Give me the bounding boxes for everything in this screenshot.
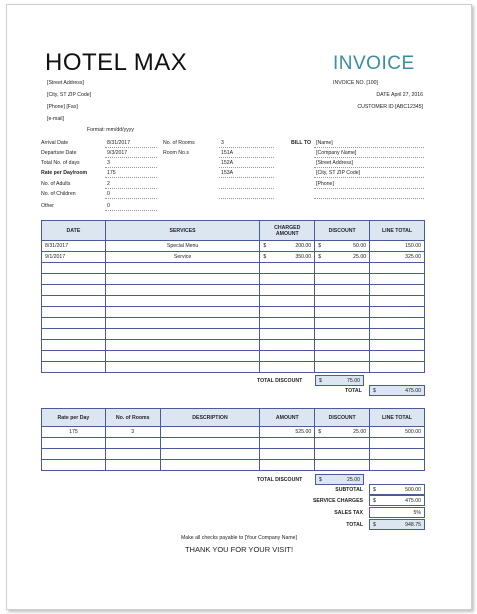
currency-symbol: $ (263, 254, 267, 260)
table-row (42, 252, 425, 263)
row-service[interactable]: Special Menu (105, 241, 259, 252)
bill-to-name[interactable]: [Name] (316, 140, 333, 146)
row-description[interactable] (160, 427, 260, 438)
room-number-3[interactable]: 153A (221, 170, 234, 176)
rooms-table (41, 408, 425, 471)
table-row (42, 329, 425, 340)
invoice-title: INVOICE (333, 53, 415, 74)
row-rooms[interactable]: 3 (105, 427, 160, 438)
thank-you-message: THANK YOU FOR YOUR VISIT! (184, 545, 294, 554)
rooms-value[interactable]: 3 (221, 140, 224, 146)
company-city: [City, ST ZIP Code] (47, 92, 92, 98)
col-description: DESCRIPTION (160, 409, 260, 427)
col-discount: DISCOUNT (315, 409, 370, 427)
table-row (42, 427, 425, 438)
table-row (42, 438, 425, 449)
arrival-value[interactable]: 8/31/2017 (107, 140, 131, 146)
table-row (42, 263, 425, 274)
service-charges-label: SERVICE CHARGES (312, 498, 363, 504)
services-table (41, 220, 425, 373)
col-services: SERVICES (105, 221, 259, 241)
other-label: Other (41, 203, 54, 209)
departure-value[interactable]: 9/3/2017 (107, 150, 128, 156)
row-discount[interactable]: 25.00 (353, 429, 367, 435)
grand-total-value: $ 948.75 (369, 519, 425, 530)
bill-to-company[interactable]: [Company Name] (316, 150, 357, 156)
rooms-total-discount-label: TOTAL DISCOUNT (257, 477, 303, 483)
children-label: No. of Children (41, 191, 76, 197)
company-name: HOTEL MAX (45, 49, 188, 76)
table-row (42, 296, 425, 307)
room-numbers-label: Room No.s (163, 150, 189, 156)
company-phone: [Phone] [Fax] (47, 104, 78, 110)
days-label: Total No. of days (41, 160, 80, 166)
customer-id: CUSTOMER ID [ABC12345] (357, 104, 423, 110)
table-row (42, 340, 425, 351)
checks-payable-note: Make all checks payable to [Your Company Name] (180, 535, 297, 541)
rate-label: Rate per Day/room (41, 170, 88, 176)
table-row (42, 318, 425, 329)
currency-symbol: $ (318, 254, 322, 260)
row-line-total: 150.00 (370, 241, 425, 252)
row-rate[interactable]: 175 (42, 427, 106, 438)
currency-symbol: $ (318, 429, 322, 435)
row-date[interactable]: 9/1/2017 (42, 252, 106, 263)
services-total-label: TOTAL (345, 388, 362, 394)
row-discount[interactable]: 50.00 (353, 243, 367, 249)
table-row (42, 460, 425, 471)
table-row (42, 274, 425, 285)
days-value[interactable]: 3 (107, 160, 110, 166)
adults-value[interactable]: 2 (107, 181, 110, 187)
date-format-note: Format: mm/dd/yyyy (87, 127, 134, 133)
sales-tax-label: SALES TAX (334, 510, 363, 516)
table-row (42, 449, 425, 460)
col-discount: DISCOUNT (315, 221, 370, 241)
bill-to-city[interactable]: [City, ST ZIP Code] (316, 170, 361, 176)
table-row (42, 307, 425, 318)
services-total-discount-label: TOTAL DISCOUNT (257, 378, 303, 384)
invoice-date: DATE April 27, 2016 (376, 92, 423, 98)
invoice-page (6, 4, 472, 610)
table-row (42, 351, 425, 362)
room-number-1[interactable]: 151A (221, 150, 234, 156)
row-line-total: 500.00 (370, 427, 425, 438)
departure-label: Departure Date (41, 150, 77, 156)
bill-to-phone[interactable]: [Phone] (316, 181, 334, 187)
rooms-total-discount: $ 25.00 (315, 474, 364, 485)
sales-tax-value[interactable]: 5% (369, 507, 425, 518)
col-rate-per-day: Rate per Day (42, 409, 106, 427)
row-date[interactable]: 8/31/2017 (42, 241, 106, 252)
table-row (42, 362, 425, 373)
col-charged-amount: CHARGED AMOUNT (260, 221, 315, 241)
bill-to-street[interactable]: [Street Address] (316, 160, 353, 166)
col-date: DATE (42, 221, 106, 241)
company-street: [Street Address] (47, 80, 84, 86)
row-service[interactable]: Service (105, 252, 259, 263)
currency-symbol: $ (318, 243, 322, 249)
company-email: [e-mail] (47, 116, 65, 122)
col-line-total: LINE TOTAL (370, 221, 425, 241)
other-value[interactable]: 0 (107, 203, 110, 209)
currency-symbol: $ (263, 243, 267, 249)
row-amount: 525.00 (260, 427, 315, 438)
table-row (42, 285, 425, 296)
children-value[interactable]: 0 (107, 191, 110, 197)
subtotal-label: SUBTOTAL (335, 487, 363, 493)
row-amount[interactable]: 200.00 (295, 243, 312, 249)
col-line-total: LINE TOTAL (370, 409, 425, 427)
service-charges-value: $ 475.00 (369, 495, 425, 506)
services-total: $ 475.00 (369, 385, 425, 396)
row-discount[interactable]: 25.00 (353, 254, 367, 260)
table-row (42, 241, 425, 252)
rate-value[interactable]: 175 (107, 170, 116, 176)
row-line-total: 325.00 (370, 252, 425, 263)
bill-to-label: BILL TO (291, 140, 311, 146)
invoice-number: INVOICE NO. [100] (333, 80, 378, 86)
grand-total-label: TOTAL (346, 522, 363, 528)
services-total-discount: $ 75.00 (315, 375, 364, 386)
arrival-label: Arrival Date (41, 140, 69, 146)
room-number-2[interactable]: 152A (221, 160, 234, 166)
subtotal-value: $ 500.00 (369, 484, 425, 495)
row-amount[interactable]: 350.00 (295, 254, 312, 260)
rooms-label: No. of Rooms (163, 140, 195, 146)
col-amount: AMOUNT (260, 409, 315, 427)
col-no-of-rooms: No. of Rooms (105, 409, 160, 427)
adults-label: No. of Adults (41, 181, 71, 187)
